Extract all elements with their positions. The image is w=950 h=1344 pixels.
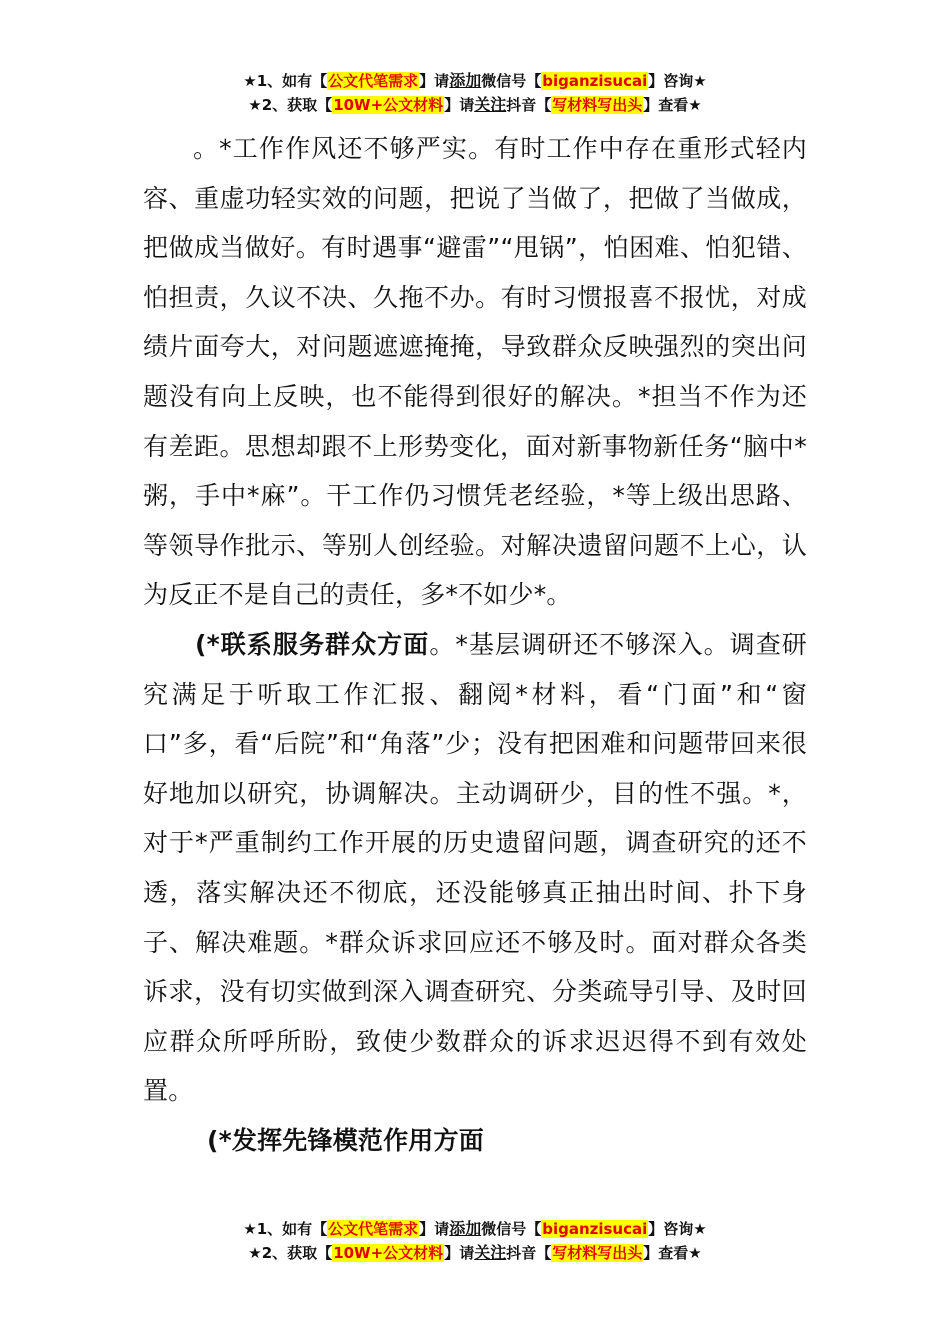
footer-line-1-suffix: 】咨询★ [648,1220,707,1238]
footer-line-2-mid: 】请 [444,1244,475,1262]
footer-line-1 [0,1218,950,1242]
banner-line-1-prefix: ★1、如有【 [243,72,328,90]
footer-line-2-suffix: 】查看★ [643,1244,702,1262]
footer-line-2-highlight-douyin: 写材料写出头 [552,1244,643,1262]
footer-line-2-emphasis: 关注 [474,1243,507,1262]
footer-line-2-highlight-materials: 10W+公文材料 [333,1244,444,1262]
section-heading-serve-masses: (*联系服务群众方面 [195,629,430,659]
footer-line-2 [0,1242,950,1266]
document-body [143,124,807,1165]
banner-line-2 [0,94,950,118]
footer-banner [0,1218,950,1266]
banner-line-2-prefix: ★2、获取【 [248,96,333,114]
footer-line-1-prefix: ★1、如有【 [243,1220,328,1238]
banner-line-1-highlight-wechat: biganzisucai [542,72,648,90]
header-banner [0,70,950,118]
paragraph-serve-masses [143,620,807,1116]
banner-line-2-suffix: 】查看★ [643,96,702,114]
footer-line-1-emphasis: 添加 [449,1219,482,1238]
footer-line-1-mid: 】请 [419,1220,450,1238]
banner-line-1-mid: 】请 [419,72,450,90]
banner-line-1-suffix: 】咨询★ [648,72,707,90]
banner-line-1-mid2: 微信号【 [481,72,542,90]
footer-line-1-highlight-service: 公文代笔需求 [328,1220,419,1238]
paragraph-work-style: 。*工作作风还不够严实。有时工作中存在重形式轻内容、重虚功轻实效的问题，把说了当做了，把做了当做成，把做成当做好。有时遇事“避雷”“甩锅”，怕困难、怕犯错、怕担责，久议不决、久拖不办。有时习惯报喜不报忧，对成绩片面夸大，对问题遮遮掩掩，导致群众反映强烈的突出问题没有向上反映，也不能得到很好的解决。*担当不作为还有差距。思想却跟不上形势变化，面对新事物新任务“脑中*粥，手中*麻”。干工作仍习惯凭老经验，*等上级出思路、等领导作批示、等别人创经验。对解决遗留问题不上心，认为反正不是自己的责任，多*不如少*。 [143,134,807,610]
section-heading-vanguard: (*发挥先锋模范作用方面 [207,1125,484,1155]
footer-line-1-highlight-wechat: biganzisucai [542,1220,648,1238]
banner-line-1-highlight-service: 公文代笔需求 [328,72,419,90]
footer-line-2-prefix: ★2、获取【 [248,1244,333,1262]
footer-line-1-mid2: 微信号【 [481,1220,542,1238]
banner-line-2-highlight-materials: 10W+公文材料 [333,96,444,114]
footer-line-2-mid2: 抖音【 [506,1244,552,1262]
banner-line-2-mid2: 抖音【 [506,96,552,114]
paragraph-serve-masses-text: 。*基层调研还不够深入。调查研究满足于听取工作汇报、翻阅*材料，看“门面”和“窗口”多，看“后院”和“角落”少；没有把困难和问题带回来很好地加以研究，协调解决。主动调研少，目的性不强。*，对于*严重制约工作开展的历史遗留问题，调查研究的还不透，落实解决还不彻底，还没能够真正抽出时间、扑下身子、解决难题。*群众诉求回应还不够及时。面对群众各类诉求，没有切实做到深入调查研究、分类疏导引导、及时回应群众所呼所盼，致使少数群众的诉求迟迟得不到有效处置。 [143,629,807,1106]
banner-line-1 [0,70,950,94]
banner-line-2-highlight-douyin: 写材料写出头 [552,96,643,114]
banner-line-2-emphasis: 关注 [474,95,507,114]
banner-line-2-mid: 】请 [444,96,475,114]
banner-line-1-emphasis: 添加 [449,71,482,90]
